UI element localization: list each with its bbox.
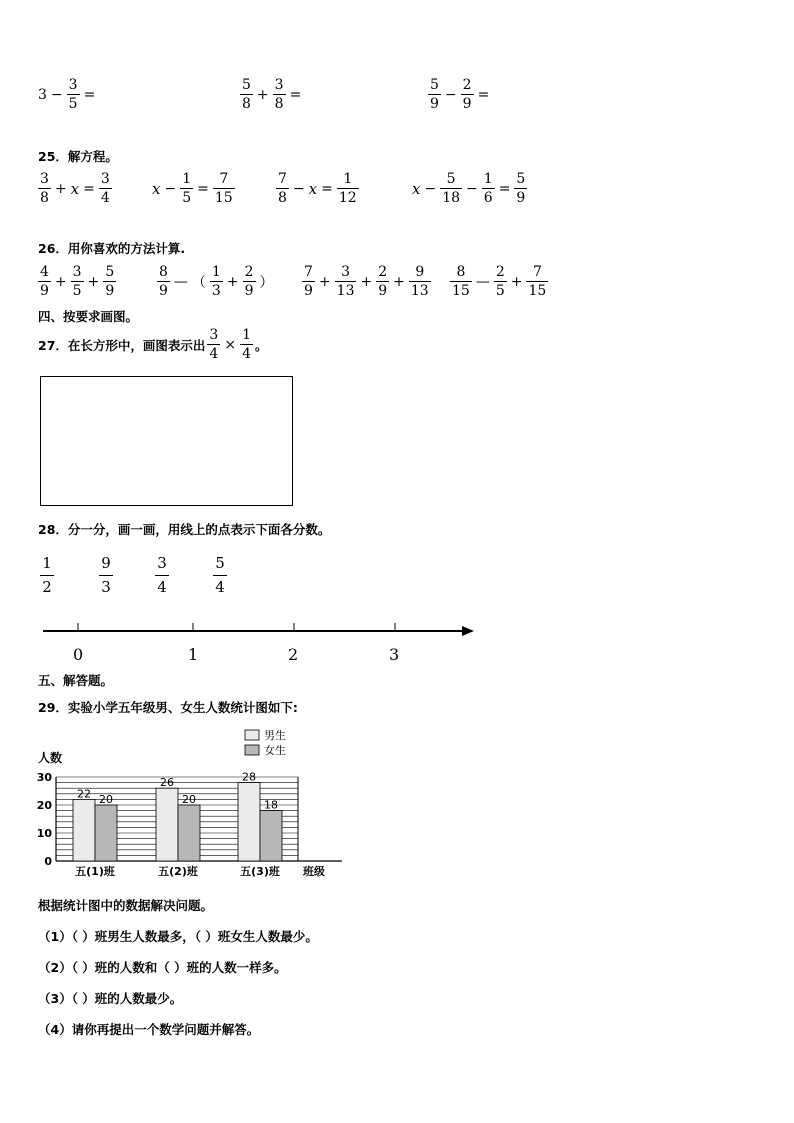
legend-swatch-2	[245, 745, 259, 755]
q27-prefix: 27．在长方形中，画图表示出	[38, 337, 206, 353]
operator: +	[256, 86, 269, 103]
operator: −	[292, 180, 305, 197]
operator: —	[173, 273, 188, 290]
denominator: 5	[68, 96, 78, 112]
operator: −	[466, 180, 478, 197]
denominator: 9	[304, 283, 313, 299]
q29-question-1: （1）（ ）班男生人数最多，（ ）班女生人数最少。	[38, 929, 318, 944]
numerator: 3	[40, 171, 49, 187]
numerator: 1	[42, 554, 52, 572]
legend-label-1: 男生	[264, 729, 286, 742]
operator: −	[444, 86, 457, 103]
q25-equation-2	[150, 172, 237, 205]
operator: =	[197, 180, 209, 197]
tick-label-3: 3	[389, 645, 400, 664]
fraction	[461, 78, 474, 111]
operator: +	[226, 273, 239, 290]
denominator: 9	[462, 96, 472, 112]
x-category-label: 五(3)班	[240, 865, 280, 878]
fraction	[240, 78, 253, 111]
numerator: 5	[242, 77, 251, 93]
denominator: 13	[410, 283, 429, 299]
bar-男生-1	[73, 799, 95, 861]
q25-equation-4	[410, 172, 529, 205]
denominator: 9	[430, 96, 439, 112]
operator: +	[510, 273, 523, 290]
numerator: 3	[341, 264, 351, 280]
q25-equation-1	[36, 172, 114, 205]
fraction	[337, 172, 359, 205]
denominator: 18	[442, 190, 461, 206]
q27-title	[38, 328, 268, 361]
numerator: 5	[105, 264, 115, 280]
tick-label-2: 2	[288, 645, 299, 664]
operator: ）	[259, 274, 274, 291]
fraction	[409, 265, 431, 298]
q26-expression-4	[448, 265, 550, 298]
numerator: 3	[157, 554, 167, 572]
numerator: 7	[532, 264, 542, 280]
bar-女生-2	[178, 805, 200, 861]
denominator: 4	[155, 575, 169, 595]
variable: x	[70, 179, 80, 198]
denominator: 12	[338, 190, 357, 206]
numerator: 5	[215, 554, 225, 572]
fraction	[38, 265, 51, 298]
denominator: 3	[211, 283, 221, 299]
q26-title: 26．用你喜欢的方法计算.	[38, 241, 186, 256]
q28-title: 28．分一分，画一画，用线上的点表示下面各分数。	[38, 522, 331, 537]
numerator: 4	[40, 264, 49, 280]
q29-question-2: （2）（ ）班的人数和（ ）班的人数一样多。	[38, 960, 287, 975]
fraction	[450, 265, 472, 298]
number-line-arrow	[462, 626, 474, 636]
q27-fraction-2: $\frac{1}{4}$	[242, 327, 251, 362]
top-expression-2	[238, 78, 303, 111]
q28-fraction-1	[40, 556, 54, 595]
denominator: 9	[40, 283, 49, 299]
fraction	[526, 265, 548, 298]
denominator: 9	[378, 283, 388, 299]
fraction	[514, 172, 527, 205]
fraction	[335, 265, 357, 298]
numerator: 3	[100, 171, 110, 187]
numerator: 2	[244, 264, 254, 280]
operator: −	[50, 86, 63, 103]
bar-value-label: 18	[264, 798, 278, 812]
fraction	[99, 172, 112, 205]
fraction	[276, 172, 289, 205]
numerator: 3	[72, 264, 82, 280]
bar-男生-3	[238, 783, 260, 861]
y-tick-label: 20	[36, 799, 52, 812]
fraction	[302, 265, 315, 298]
q25-title: 25．解方程。	[38, 149, 118, 164]
variable: x	[308, 179, 318, 198]
denominator: 9	[516, 190, 526, 206]
numerator: 1	[483, 171, 493, 187]
fraction	[157, 265, 170, 298]
operator: +	[360, 273, 373, 290]
bar-男生-2	[156, 788, 178, 861]
tick-label-0: 0	[73, 645, 84, 664]
numerator: 1	[182, 171, 192, 187]
q27-suffix: 。	[254, 337, 268, 353]
fraction	[494, 265, 507, 298]
operator: +	[54, 180, 67, 197]
bar-value-label: 28	[242, 770, 256, 784]
bar-value-label: 20	[99, 793, 113, 806]
denominator: 5	[182, 190, 192, 206]
fraction	[210, 265, 223, 298]
denominator: 8	[242, 96, 251, 112]
operator: =	[83, 86, 96, 103]
fraction	[273, 78, 286, 111]
numerator: 9	[101, 554, 111, 572]
numerator: 1	[343, 171, 353, 187]
numerator: 3	[274, 77, 284, 93]
numerator: 9	[415, 264, 425, 280]
operator: =	[477, 86, 490, 103]
numerator: 7	[304, 264, 313, 280]
numerator: 2	[495, 264, 505, 280]
denominator: 13	[336, 283, 355, 299]
fraction	[71, 265, 84, 298]
fraction	[67, 78, 80, 111]
section5-heading: 五、解答题。	[38, 673, 114, 688]
bar-value-label: 22	[77, 787, 91, 801]
fraction	[428, 78, 441, 111]
denominator: 3	[99, 575, 113, 595]
bar-女生-1	[95, 805, 117, 861]
denominator: 9	[159, 283, 168, 299]
numerator: 2	[378, 264, 388, 280]
denominator: 15	[452, 283, 470, 299]
operator: 3	[38, 86, 47, 103]
y-tick-label: 0	[44, 855, 52, 868]
section4-heading: 四、按要求画图。	[38, 309, 139, 324]
numerator: 3	[68, 77, 78, 93]
fraction	[243, 265, 256, 298]
denominator: 5	[495, 283, 505, 299]
tick-label-1: 1	[188, 645, 199, 664]
x-axis-label: 班级	[303, 865, 325, 878]
q26-expression-3	[300, 265, 433, 298]
q25-equation-3	[274, 172, 361, 205]
operator: −	[164, 180, 177, 197]
operator: −	[424, 180, 437, 197]
denominator: 8	[40, 190, 49, 206]
x-category-label: 五(1)班	[75, 865, 115, 878]
variable: x	[152, 179, 161, 198]
q29-title: 29．实验小学五年级男、女生人数统计图如下:	[38, 700, 298, 715]
q29-intro: 根据统计图中的数据解决问题。	[38, 898, 214, 913]
denominator: 2	[40, 575, 54, 595]
q28-fraction-3	[155, 556, 169, 595]
fraction	[376, 265, 389, 298]
denominator: 9	[105, 283, 115, 299]
fraction	[482, 172, 495, 205]
q29-question-3: （3）（ ）班的人数最少。	[38, 991, 183, 1006]
denominator: 15	[214, 190, 233, 206]
denominator: 8	[274, 96, 284, 112]
bar-value-label: 20	[182, 793, 196, 806]
q27-fraction-1: $\frac{3}{4}$	[209, 327, 219, 362]
q27-times-sign: ×	[224, 336, 237, 353]
y-tick-label: 30	[36, 771, 52, 784]
numerator: 1	[211, 264, 221, 280]
bar-value-label: 26	[160, 776, 174, 790]
operator: =	[289, 86, 302, 103]
fraction	[180, 172, 193, 205]
fraction	[213, 172, 235, 205]
numerator: 5	[430, 77, 439, 93]
numerator: 2	[462, 77, 472, 93]
q26-expression-1	[36, 265, 118, 298]
operator: +	[318, 273, 331, 290]
fraction	[103, 265, 116, 298]
variable: x	[412, 179, 421, 198]
number-line[interactable]	[38, 618, 478, 648]
denominator: 5	[72, 283, 82, 299]
operator: +	[393, 273, 405, 290]
numerator: 5	[446, 171, 456, 187]
denominator: 15	[528, 283, 547, 299]
operator: +	[54, 273, 67, 290]
q26-expression-2	[155, 265, 276, 298]
numerator: 7	[219, 171, 229, 187]
numerator: 7	[278, 171, 287, 187]
legend-label-2: 女生	[264, 744, 286, 757]
q28-fraction-4	[213, 556, 227, 595]
operator: —	[475, 273, 490, 290]
operator: =	[83, 180, 95, 197]
q28-fraction-2	[99, 556, 113, 595]
denominator: 9	[244, 283, 254, 299]
x-category-label: 五(2)班	[158, 865, 198, 878]
legend-swatch-1	[245, 730, 259, 740]
q27-drawing-rectangle[interactable]	[40, 376, 293, 506]
denominator: 6	[483, 190, 493, 206]
denominator: 4	[213, 575, 227, 595]
q29-question-4: （4）请你再提出一个数学问题并解答。	[38, 1022, 260, 1037]
numerator: 8	[159, 264, 168, 280]
denominator: 8	[278, 190, 287, 206]
operator: =	[321, 180, 333, 197]
denominator: 4	[100, 190, 110, 206]
top-expression-3	[426, 78, 491, 111]
bar-chart	[30, 725, 360, 885]
numerator: 5	[516, 171, 526, 187]
top-expression-1	[36, 78, 97, 111]
fraction	[440, 172, 462, 205]
fraction	[38, 172, 51, 205]
bar-女生-3	[260, 811, 282, 861]
y-tick-label: 10	[36, 827, 52, 840]
operator: +	[87, 273, 100, 290]
y-axis-label: 人数	[38, 751, 63, 765]
operator: =	[498, 180, 511, 197]
operator: （	[191, 274, 206, 291]
numerator: 8	[456, 264, 466, 280]
